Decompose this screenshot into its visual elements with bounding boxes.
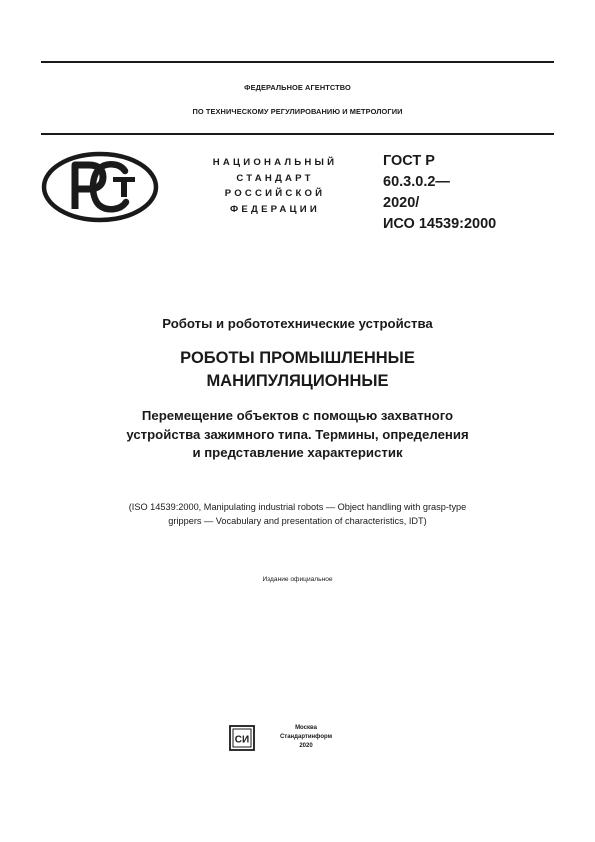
imprint-publisher: Стандартинформ — [279, 733, 333, 740]
national-standard-line: РОССИЙСКОЙ — [224, 188, 326, 199]
iso-reference-line: (ISO 14539:2000, Manipulating industrial robots — Object handling with grasp-type — [128, 502, 467, 512]
imprint-city: Москва — [295, 725, 317, 731]
standard-code-line: ГОСТ Р — [383, 153, 435, 169]
national-standard-label — [190, 155, 360, 217]
national-standard-line: СТАНДАРТ — [236, 172, 314, 184]
subtitle-line: и представление характеристик — [192, 445, 403, 460]
publisher-imprint — [271, 724, 341, 750]
standard-code-line: 2020/ — [383, 195, 420, 211]
subject-heading: Роботы и робототехнические устройства — [162, 316, 433, 331]
document-title — [20, 347, 575, 393]
agency-name-line-1: ФЕДЕРАЛЬНОЕ АГЕНТСТВО — [244, 83, 351, 92]
iso-reference — [20, 500, 575, 528]
standartinform-logo-icon — [229, 725, 255, 751]
agency-name-line-2: ПО ТЕХНИЧЕСКОМУ РЕГУЛИРОВАНИЮ И МЕТРОЛОГИИ — [192, 107, 403, 116]
national-standard-line: ФЕДЕРАЦИИ — [230, 203, 320, 215]
national-standard-line: НАЦИОНАЛЬНЫЙ — [212, 157, 338, 168]
standartinform-logo-letters: СИ — [234, 734, 250, 746]
top-rule — [41, 61, 554, 63]
title-line: МАНИПУЛЯЦИОННЫЕ — [206, 372, 389, 390]
subtitle-line: Перемещение объектов с помощью захватного — [141, 408, 454, 423]
title-line: РОБОТЫ ПРОМЫШЛЕННЫЕ — [180, 349, 415, 367]
iso-reference-line: grippers — Vocabulary and presentation of characteristics, IDT) — [168, 516, 427, 526]
standard-code-line: ИСО 14539:2000 — [383, 216, 497, 232]
imprint-year: 2020 — [299, 742, 313, 749]
standard-code-line: 60.3.0.2— — [383, 174, 450, 190]
rst-certification-mark-icon — [41, 151, 159, 223]
edition-note: Издание официальное — [262, 576, 333, 583]
document-subtitle — [20, 407, 575, 463]
subtitle-line: устройства зажимного типа. Термины, определения — [126, 426, 469, 442]
header-rule — [41, 133, 554, 135]
standard-designation — [383, 151, 553, 235]
